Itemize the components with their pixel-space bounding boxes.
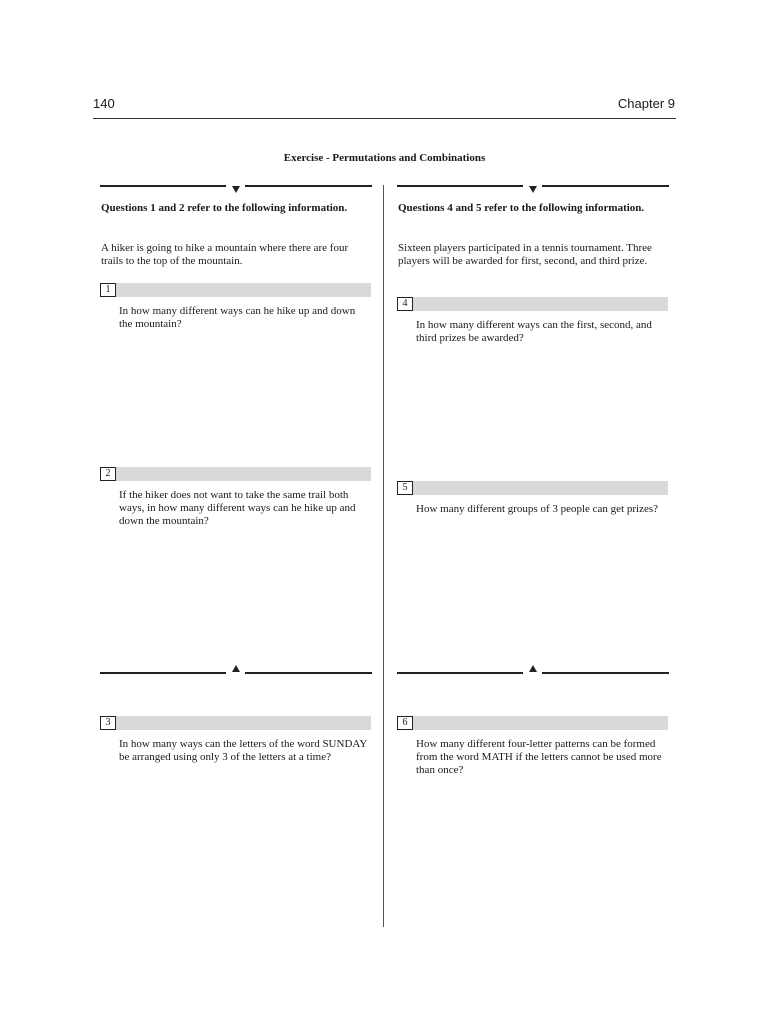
question-bar (100, 283, 371, 297)
question-bar (100, 467, 371, 481)
group-heading: Questions 4 and 5 refer to the following information. (398, 202, 645, 214)
group-heading: Questions 1 and 2 refer to the following information. (101, 202, 348, 214)
group-marker-bar-left (100, 672, 226, 674)
question-bar (397, 716, 668, 730)
group-marker-bar-right (542, 672, 669, 674)
question-text: How many different groups of 3 people can get prizes? (416, 503, 659, 515)
down-arrow-icon (529, 186, 537, 193)
question-number-box: 5 (397, 481, 413, 495)
group-marker-bar-right (245, 185, 372, 187)
question-text: If the hiker does not want to take the same trail both ways, in how many different ways can he hike up and down the mountain? (119, 489, 356, 527)
group-marker-bar-right (542, 185, 669, 187)
exercise-title: Exercise - Permutations and Combinations (283, 152, 486, 164)
question-number-box: 6 (397, 716, 413, 730)
chapter-label: Chapter 9 (617, 96, 675, 111)
question-bar (100, 716, 371, 730)
question-number-box: 4 (397, 297, 413, 311)
header-rule (93, 118, 676, 119)
group-marker-bar-left (100, 185, 226, 187)
down-arrow-icon (232, 186, 240, 193)
group-info: Sixteen players participated in a tennis tournament. Three players will be awarded for first, second, and third prize. (398, 242, 652, 267)
group-marker-bar-left (397, 185, 523, 187)
question-number-box: 2 (100, 467, 116, 481)
question-number-box: 3 (100, 716, 116, 730)
group-marker-bar-left (397, 672, 523, 674)
question-text: In how many different ways can the first, second, and third prizes be awarded? (416, 319, 652, 344)
group-info: A hiker is going to hike a mountain where there are four trails to the top of the mountain. (101, 242, 349, 267)
question-text: How many different four-letter patterns can be formed from the word MATH if the letters cannot be used more than once? (416, 738, 662, 776)
up-arrow-icon (529, 665, 537, 672)
question-bar (397, 297, 668, 311)
group-marker-bar-right (245, 672, 372, 674)
question-number-box: 1 (100, 283, 116, 297)
question-text: In how many different ways can he hike up and down the mountain? (119, 305, 356, 330)
page-number: 140 (93, 96, 115, 111)
question-text: In how many ways can the letters of the word SUNDAY be arranged using only 3 of the letters at a time? (119, 738, 367, 763)
question-bar (397, 481, 668, 495)
up-arrow-icon (232, 665, 240, 672)
column-divider (383, 185, 384, 927)
